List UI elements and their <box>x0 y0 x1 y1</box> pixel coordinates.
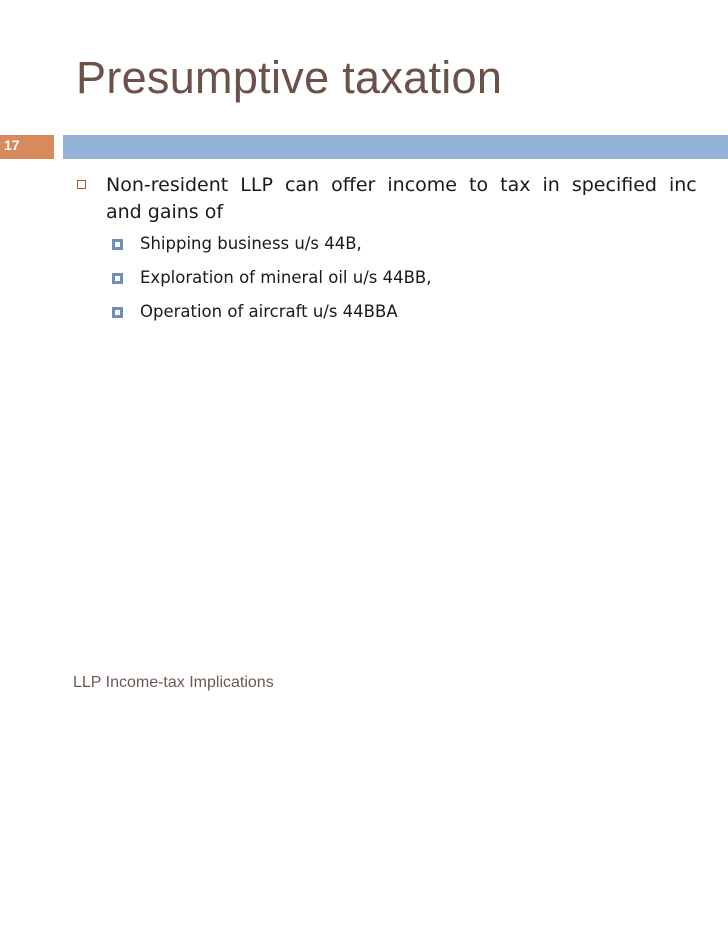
sub-bullet-text: Shipping business u/s 44B, <box>140 234 362 253</box>
bullet-text-line-2: and gains of <box>106 201 224 223</box>
sub-bullet-text: Operation of aircraft u/s 44BBA <box>140 302 398 321</box>
sub-bullet-text: Exploration of mineral oil u/s 44BB, <box>140 268 432 287</box>
slide-number: 17 <box>4 137 20 153</box>
slide-number-box <box>0 135 54 159</box>
slide-title: Presumptive taxation <box>76 52 503 103</box>
hollow-square-bullet-icon <box>77 180 86 189</box>
bullet-item <box>76 172 728 226</box>
slide-footer: LLP Income-tax Implications <box>73 674 274 691</box>
slide-content <box>76 172 728 334</box>
sub-bullet-item <box>110 266 728 290</box>
sub-bullet-list <box>76 232 728 324</box>
sub-bullet-item <box>110 300 728 324</box>
filled-square-bullet-icon <box>112 273 123 284</box>
bullet-text-line-1: Non-resident LLP can offer income to tax in specified inc <box>106 174 697 196</box>
filled-square-bullet-icon <box>112 239 123 250</box>
sub-bullet-item <box>110 232 728 256</box>
title-underline-bar <box>63 135 728 159</box>
filled-square-bullet-icon <box>112 307 123 318</box>
